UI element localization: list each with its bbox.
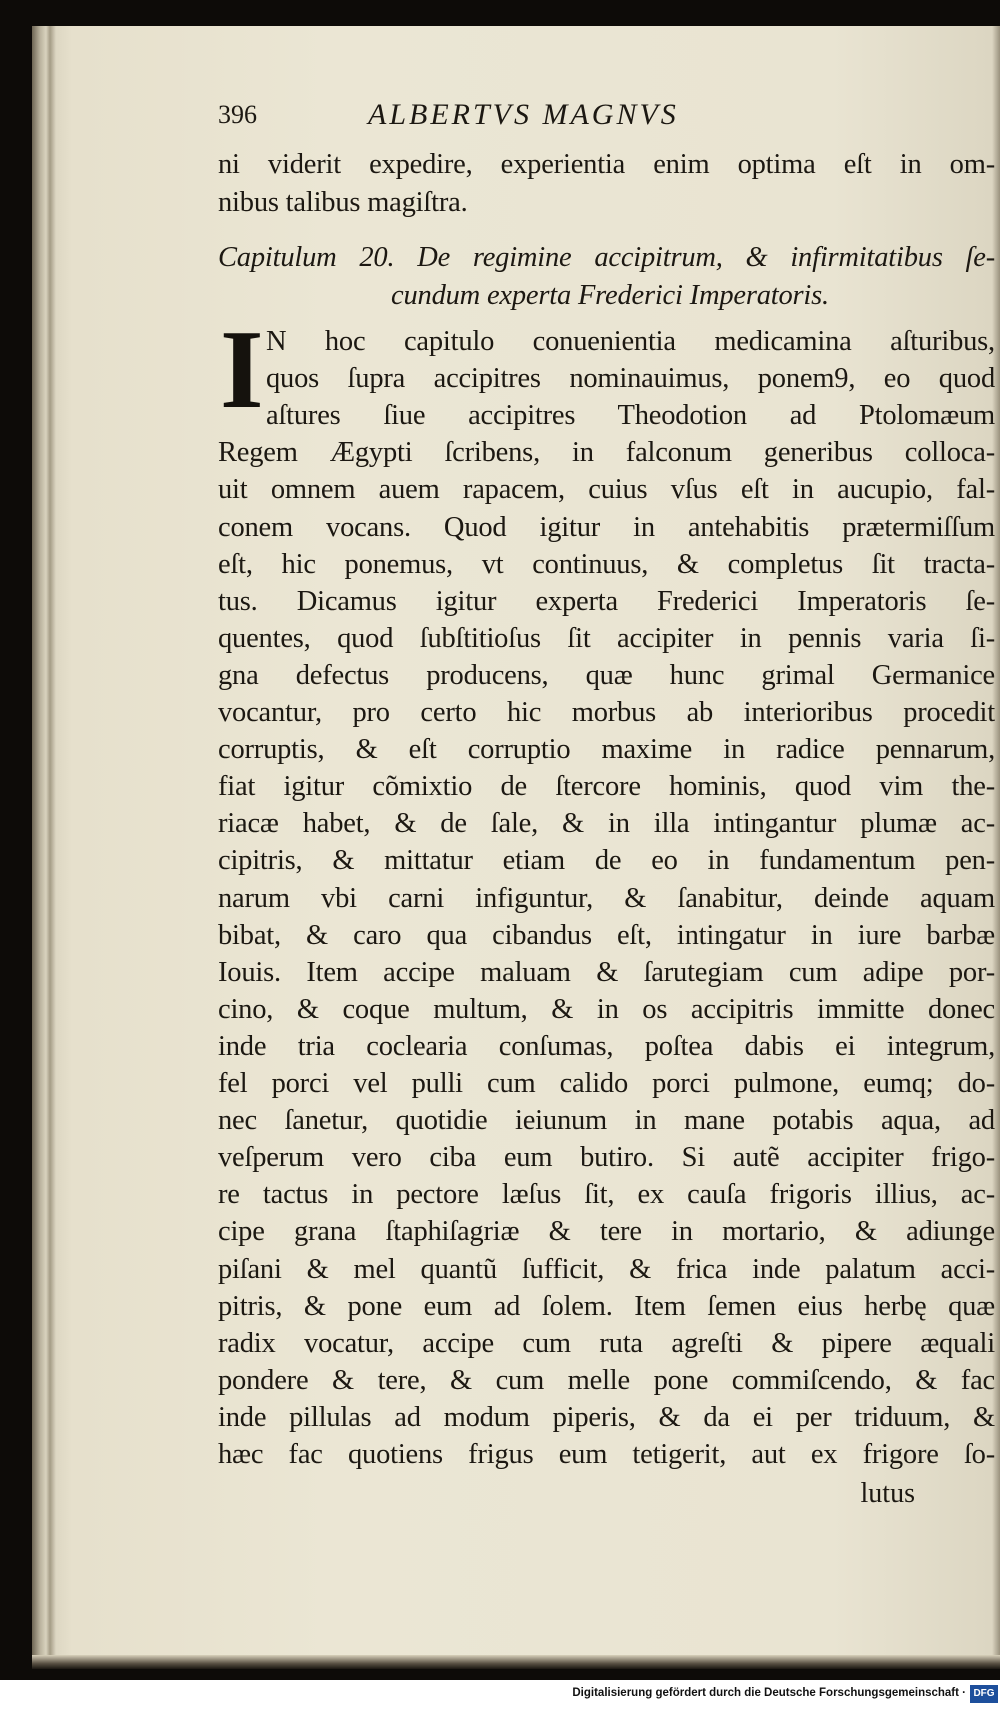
text-line: cipe grana ſtaphiſagriæ & tere in mortario, & adiunge xyxy=(218,1216,995,1248)
page-bottom-edge xyxy=(32,1655,1000,1669)
text-line: gna defectus producens, quæ hunc grimal Germanice xyxy=(218,659,995,691)
text-line: riacæ habet, & de ſale, & in illa intingantur plumæ ac- xyxy=(218,808,995,840)
footer-bar xyxy=(0,1680,1000,1712)
chapter-heading: cundum experta Frederici Imperatoris. xyxy=(391,280,829,311)
text-line: inde pillulas ad modum piperis, & da ei per triduum, & xyxy=(218,1401,995,1433)
text-line: quentes, quod ſubſtitioſus ſit accipiter in pennis varia ſi- xyxy=(218,622,995,654)
text-line: conem vocans. Quod igitur in antehabitis prætermiſſum xyxy=(218,511,995,543)
text-line: tus. Dicamus igitur experta Frederici Imperatoris ſe- xyxy=(218,585,995,617)
text-line: nibus talibus magiſtra. xyxy=(218,187,468,218)
chapter-heading: Capitulum 20. De regimine accipitrum, & infirmitatibus ſe- xyxy=(218,242,995,273)
text-line: inde tria coclearia conſumas, poſtea dabis ei integrum, xyxy=(218,1030,995,1062)
text-line: pitris, & pone eum ad ſolem. Item ſemen eius herbę quæ xyxy=(218,1290,995,1322)
text-line: corruptis, & eſt corruptio maxime in radice pennarum, xyxy=(218,734,995,766)
text-line: N hoc capitulo conuenientia medicamina aſturibus, xyxy=(266,326,995,357)
running-title: ALBERTVS MAGNVS xyxy=(368,98,679,131)
footer-credit: Digitalisierung gefördert durch die Deutsche Forschungsgemeinschaft · xyxy=(572,1687,966,1699)
text-line: piſani & mel quantũ ſufficit, & frica inde palatum acci- xyxy=(218,1253,995,1285)
text-line: bibat, & caro qua cibandus eſt, intingatur in iure barbæ xyxy=(218,919,995,951)
text-line: eſt, hic ponemus, vt continuus, & completus ſit tracta- xyxy=(218,548,995,580)
page-number: 396 xyxy=(218,100,257,129)
text-line: cipitris, & mittatur etiam de eo in fundamentum pen- xyxy=(218,845,995,877)
text-line: aſtures ſiue accipitres Theodotion ad Ptolomæum xyxy=(266,400,995,432)
text-line: fel porci vel pulli cum calido porci pulmone, eumq; do- xyxy=(218,1068,995,1099)
text-line: re tactus in pectore læſus ſit, ex cauſa frigoris illius, ac- xyxy=(218,1179,995,1211)
catchword: lutus xyxy=(860,1478,915,1509)
running-head xyxy=(218,100,995,136)
text-line: fiat igitur cõmixtio de ſtercore hominis, quod vim the- xyxy=(218,771,995,803)
text-line: cino, & coque multum, & in os accipitris immitte donec xyxy=(218,993,995,1025)
text-line: pondere & tere, & cum melle pone commiſcendo, & fac xyxy=(218,1364,995,1396)
text-line: quos ſupra accipitres nominauimus, ponem9, eo quod xyxy=(266,363,995,395)
text-line: vocantur, pro certo hic morbus ab interioribus procedit xyxy=(218,697,995,728)
text-line: uit omnem auem rapacem, cuius vſus eſt in aucupio, fal- xyxy=(218,474,995,506)
text-line: nec ſanetur, quotidie ieiunum in mane potabis aqua, ad xyxy=(218,1105,995,1137)
drop-cap: I xyxy=(220,308,264,432)
text-line: radix vocatur, accipe cum ruta agreſti & pipere æquali xyxy=(218,1327,995,1359)
text-line: narum vbi carni infiguntur, & ſanabitur, deinde aquam xyxy=(218,882,995,914)
dfg-logo: DFG xyxy=(970,1685,998,1703)
text-line: hæc fac quotiens frigus eum tetigerit, aut ex frigore ſo- xyxy=(218,1439,995,1470)
text-line: veſperum vero ciba eum butiro. Si autẽ accipiter frigo- xyxy=(218,1142,995,1174)
text-line: Regem Ægypti ſcribens, in falconum generibus colloca- xyxy=(218,437,995,469)
text-line: Iouis. Item accipe maluam & ſarutegiam cum adipe por- xyxy=(218,956,995,988)
text-line: ni viderit expedire, experientia enim optima eſt in om- xyxy=(218,149,995,180)
